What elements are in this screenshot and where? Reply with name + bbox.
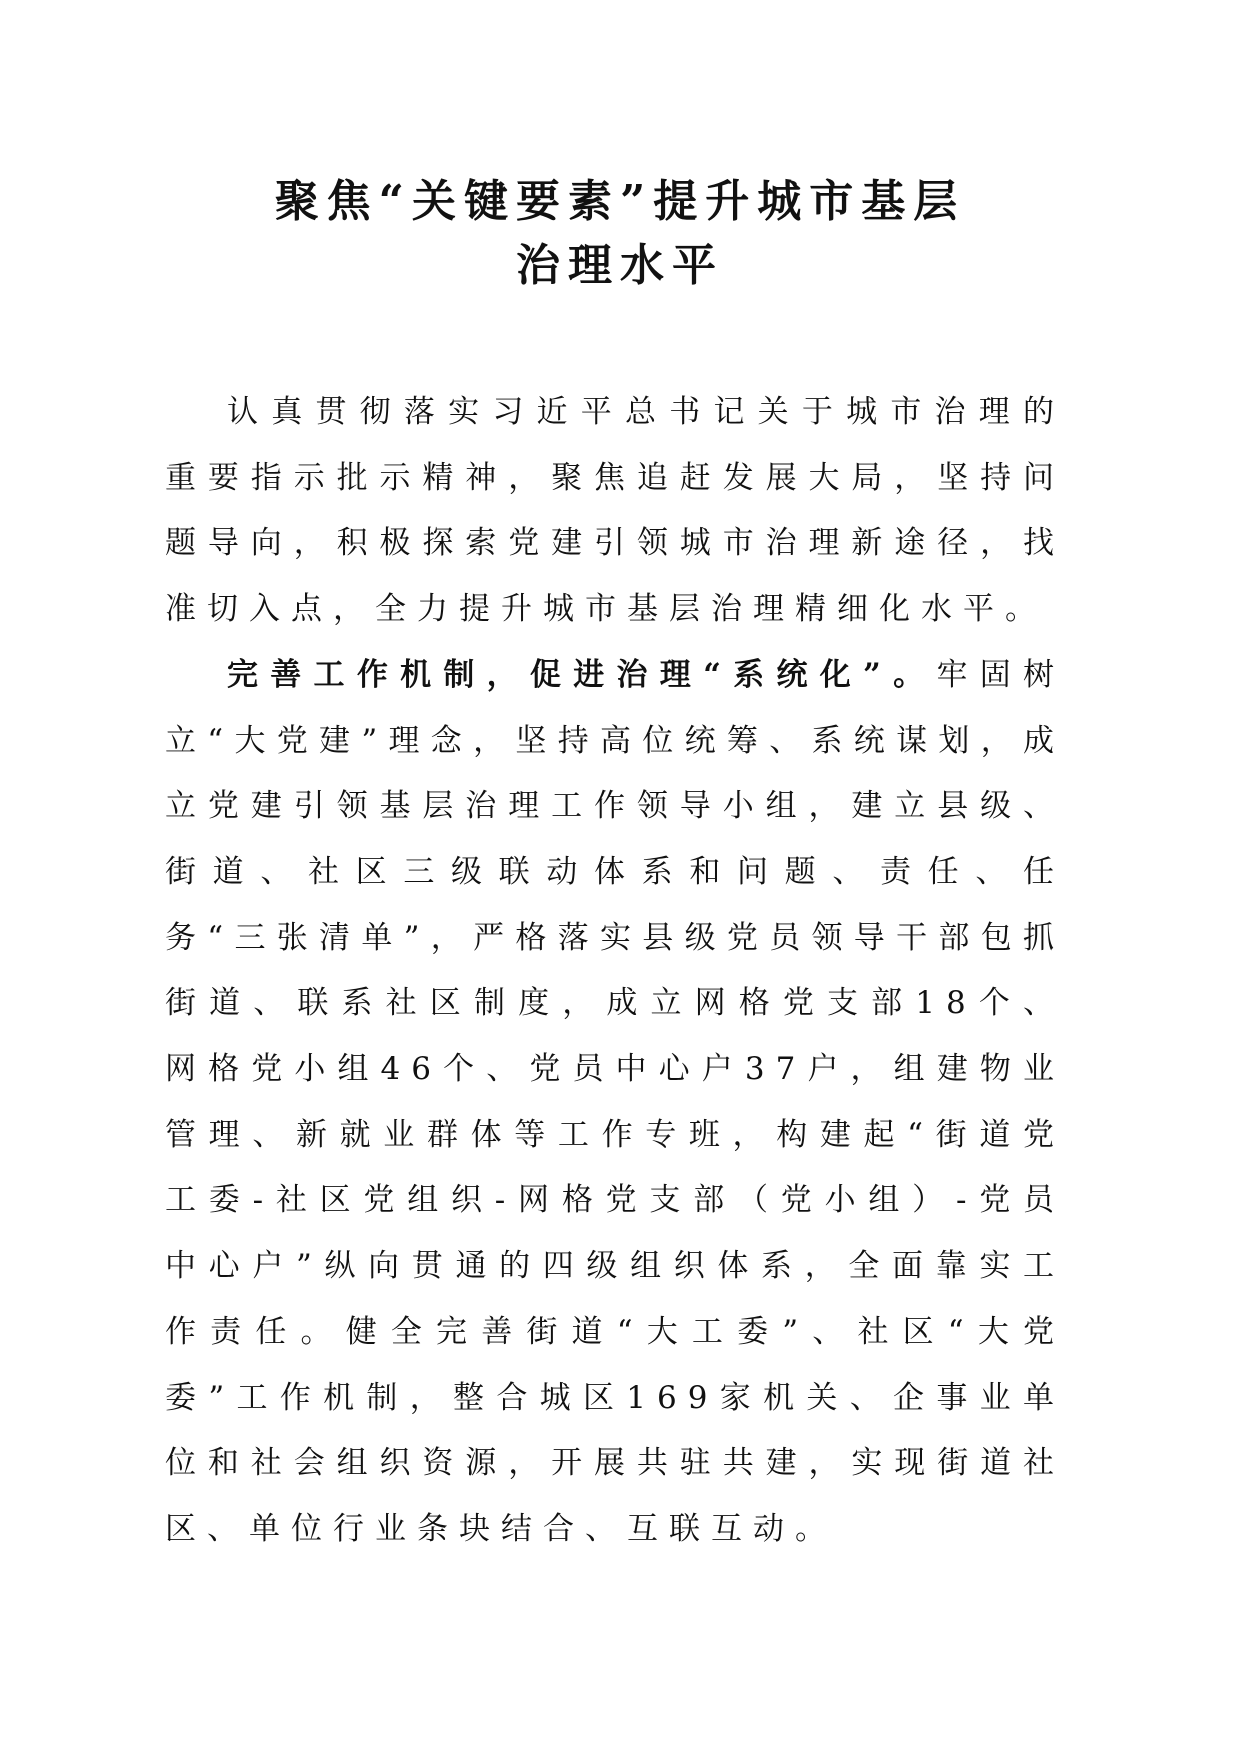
title-line-1: 聚焦“关键要素”提升城市基层 — [274, 176, 966, 227]
title-line-2: 治理水平 — [516, 240, 724, 291]
paragraph-lead-heading: 完善工作机制，促进治理“系统化”。 — [227, 656, 937, 693]
document-body — [165, 380, 1065, 1563]
document-title — [150, 170, 1090, 298]
paragraph-mechanism — [165, 643, 1065, 1563]
paragraph-intro: 认真贯彻落实习近平总书记关于城市治理的重要指示批示精神，聚焦追赶发展大局，坚持问题导向，积极探索党建引领城市治理新途径，找准切入点，全力提升城市基层治理精细化水平。 — [165, 394, 1065, 628]
paragraph-mechanism-text: 牢固树立“大党建”理念，坚持高位统筹、系统谋划，成立党建引领基层治理工作领导小组，建立县级、街道、社区三级联动体系和问题、责任、任务“三张清单”，严格落实县级党员领导干部包抓街道、联系社区制度，成立网格党支部18个、网格党小组46个、党员中心户37户，组建物业管理、新就业群体等工作专班，构建起“街道党工委-社区党组织-网格党支部（党小组）-党员中心户”纵向贯通的四级组织体系，全面靠实工作责任。健全完善街道“大工委”、社区“大党委”工作机制，整合城区169家机关、企事业单位和社会组织资源，开展共驻共建，实现街道社区、单位行业条块结合、互联互动。 — [165, 656, 1066, 1547]
